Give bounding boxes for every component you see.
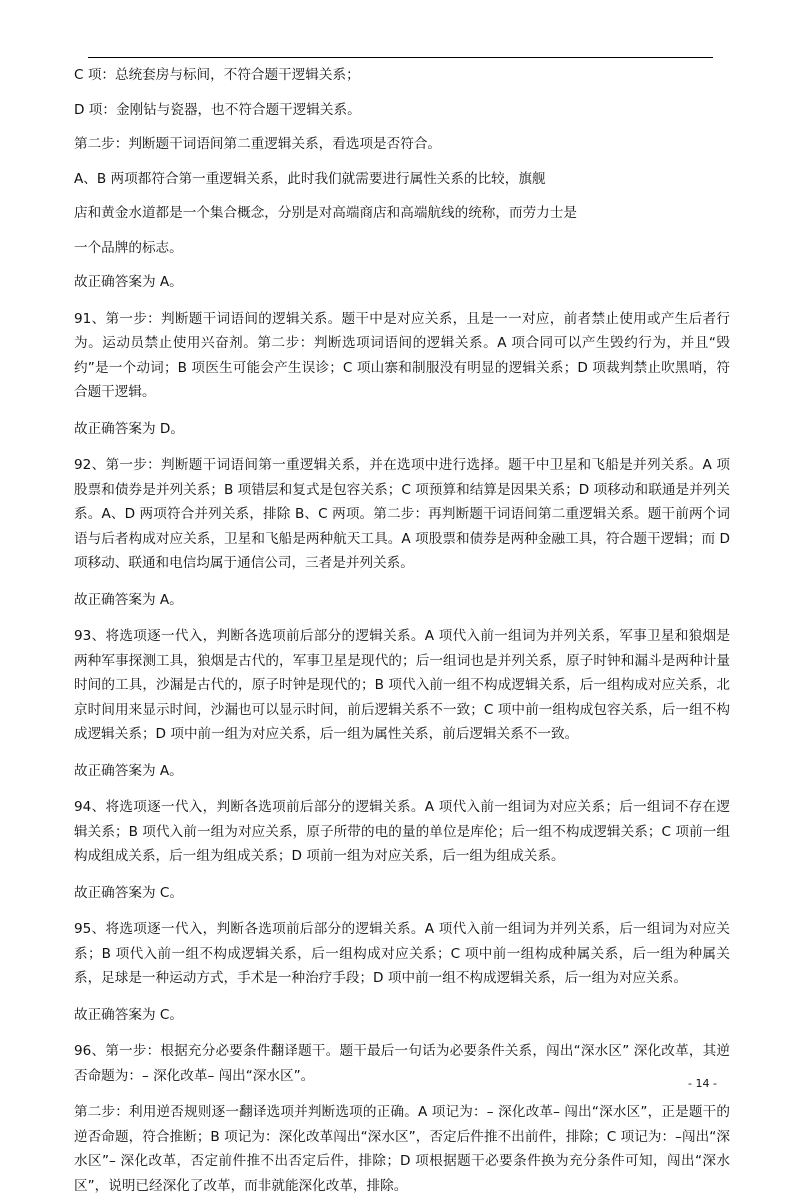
question-96-step-two: 第二步：利用逆否规则逐一翻译选项并判断选项的正确。A 项记为：– 深化改革– 闯出“深水区”，正是题干的逆否命题，符合推断；B 项记为：深化改革闯出“深水区”，否定后件推不出前件，排除；C 项记为：–闯出“深水区”– 深化改革，否定前件推不出否定后件，排除；D 项根据题干必要条件换为充分条件可知，闯出“深水区”，说明已经深化了改革，而非就能深化改革，排除。 bbox=[74, 1104, 730, 1194]
step-two-line: 第二步：判断题干词语间第二重逻辑关系，看选项是否符合。 bbox=[74, 136, 442, 152]
ab-analysis-line-2: 店和黄金水道都是一个集合概念，分别是对高端商店和高端航线的统称，而劳力士是 bbox=[74, 205, 577, 221]
ab-analysis-line-1: A、B 两项都符合第一重逻辑关系，此时我们就需要进行属性关系的比较，旗舰 bbox=[74, 170, 546, 187]
ab-analysis-line-3: 一个品牌的标志。 bbox=[74, 239, 183, 256]
option-d-line: D 项：金刚钻与瓷器，也不符合题干逻辑关系。 bbox=[74, 101, 361, 118]
header-rule bbox=[88, 57, 713, 58]
question-94-explanation: 94、将选项逐一代入，判断各选项前后部分的逻辑关系。A 项代入前一组词为对应关系；后一组词不存在逻辑关系；B 项代入前一组为对应关系，原子所带的电的量的单位是库伦；后一组不构成逻辑关系；C 项前一组构成组成关系，后一组为组成关系；D 项前一组为对应关系，后一组为组成关系。 bbox=[74, 799, 730, 864]
question-94-answer: 故正确答案为 C。 bbox=[74, 884, 183, 901]
question-93-explanation: 93、将选项逐一代入，判断各选项前后部分的逻辑关系。A 项代入前一组词为并列关系，军事卫星和狼烟是两种军事探测工具，狼烟是古代的，军事卫星是现代的；后一组词也是并列关系，原子时钟和漏斗是两种计量时间的工具，沙漏是古代的，原子时钟是现代的；B 项代入前一组不构成逻辑关系，后一组构成对应关系，北京时间用来显示时间，沙漏也可以显示时间，前后逻辑关系不一致；C 项中前一组构成包容关系，后一组不构成逻辑关系；D 项中前一组为对应关系，后一组为属性关系，前后逻辑关系不一致。 bbox=[74, 628, 730, 742]
answer-line: 故正确答案为 A。 bbox=[74, 274, 183, 290]
document-body bbox=[74, 63, 730, 1198]
question-95-answer: 故正确答案为 C。 bbox=[74, 1006, 183, 1023]
page-number: - 14 - bbox=[688, 1077, 717, 1090]
question-95-explanation: 95、将选项逐一代入，判断各选项前后部分的逻辑关系。A 项代入前一组词为并列关系，后一组词为对应关系；B 项代入前一组不构成逻辑关系，后一组构成对应关系；C 项中前一组构成种属关系，后一组为种属关系，足球是一种运动方式，手术是一种治疗手段；D 项中前一组不构成逻辑关系，后一组为对应关系。 bbox=[74, 921, 730, 986]
question-92-explanation: 92、第一步：判断题干词语间第一重逻辑关系，并在选项中进行选择。题干中卫星和飞船是并列关系。A 项股票和债券是并列关系；B 项错层和复式是包容关系；C 项预算和结算是因果关系；D 项移动和联通是并列关系。A、D 两项符合并列关系，排除 B、C 两项。第二步：再判断题干词语间第二重逻辑关系。题干前两个词语与后者构成对应关系，卫星和飞船是两种航天工具。A 项股票和债券是两种金融工具，符合题干逻辑；而 D 项移动、联通和电信均属于通信公司，三者是并列关系。 bbox=[74, 457, 730, 571]
question-96-explanation: 96、第一步：根据充分必要条件翻译题干。题干最后一句话为必要条件关系，闯出“深水区” 深化改革，其逆否命题为：– 深化改革– 闯出“深水区”。 bbox=[74, 1043, 730, 1084]
question-93-answer: 故正确答案为 A。 bbox=[74, 762, 183, 779]
question-91-answer: 故正确答案为 D。 bbox=[74, 420, 184, 437]
question-92-answer: 故正确答案为 A。 bbox=[74, 591, 183, 608]
question-91-explanation: 91、第一步：判断题干词语间的逻辑关系。题干中是对应关系，且是一一对应，前者禁止使用或产生后者行为。运动员禁止使用兴奋剂。第二步：判断选项词语间的逻辑关系。A 项合同可以产生毁约行为，并且“毁约”是一个动词；B 项医生可能会产生误诊；C 项山寨和制服没有明显的逻辑关系；D 项裁判禁止吹黑哨，符合题干逻辑。 bbox=[74, 310, 730, 400]
option-c-line: C 项：总统套房与标间，不符合题干逻辑关系； bbox=[74, 67, 360, 83]
